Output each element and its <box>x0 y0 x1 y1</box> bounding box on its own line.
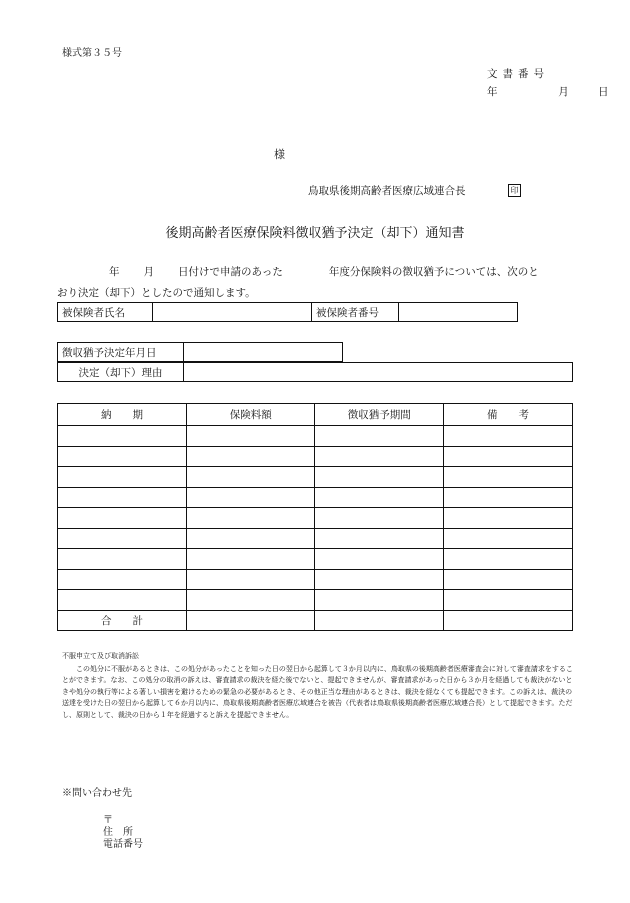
body-fiscal: 年度分保険料の徴収猶予については、次のと <box>328 266 539 278</box>
seal-mark: 印 <box>508 184 521 197</box>
cell[interactable] <box>186 610 315 631</box>
decision-date-table <box>57 342 343 362</box>
cell[interactable] <box>186 446 315 467</box>
cell[interactable] <box>315 610 444 631</box>
cell[interactable] <box>444 508 573 529</box>
postal-mark: 〒 <box>103 815 113 826</box>
cell[interactable] <box>58 549 187 570</box>
insured-name-label: 被保険者氏名 <box>58 303 153 322</box>
cell[interactable] <box>186 426 315 447</box>
cell[interactable] <box>58 590 187 611</box>
header-grace-period: 徴収猶予期間 <box>315 404 444 426</box>
table-row <box>58 549 573 570</box>
cell[interactable] <box>444 467 573 488</box>
header-premium-amount: 保険料額 <box>186 404 315 426</box>
total-label: 合 計 <box>58 610 187 631</box>
cell[interactable] <box>58 487 187 508</box>
cell[interactable] <box>58 426 187 447</box>
decision-date-label: 徴収猶予決定年月日 <box>58 343 184 362</box>
body-year: 年 <box>109 266 120 278</box>
total-row <box>58 610 573 631</box>
appeal-heading: 不服申立て及び取消訴訟 <box>62 652 139 660</box>
cell[interactable] <box>58 446 187 467</box>
cell[interactable] <box>186 487 315 508</box>
cell[interactable] <box>315 446 444 467</box>
cell[interactable] <box>444 610 573 631</box>
reason-table <box>57 362 573 382</box>
notice-body <box>57 264 577 300</box>
reason-label: 決定（却下）理由 <box>58 363 184 382</box>
insured-name-field[interactable] <box>153 303 312 322</box>
date-day: 日 <box>598 86 609 98</box>
cell[interactable] <box>186 549 315 570</box>
body-applied: 日付けで申請のあった <box>178 266 283 278</box>
insured-table <box>57 302 518 322</box>
cell[interactable] <box>58 569 187 590</box>
contact-details <box>103 815 143 851</box>
document-title: 後期高齢者医療保険料徴収猶予決定（却下）通知書 <box>165 226 465 241</box>
cell[interactable] <box>186 467 315 488</box>
cell[interactable] <box>315 549 444 570</box>
issuer-name: 鳥取県後期高齢者医療広域連合長 <box>308 185 466 197</box>
insured-number-field[interactable] <box>399 303 518 322</box>
doc-number-label: 文書番号 <box>487 68 549 80</box>
cell[interactable] <box>186 590 315 611</box>
cell[interactable] <box>315 508 444 529</box>
cell[interactable] <box>315 426 444 447</box>
cell[interactable] <box>444 549 573 570</box>
table-row <box>58 508 573 529</box>
reason-field[interactable] <box>184 363 573 382</box>
cell[interactable] <box>315 467 444 488</box>
schedule-table <box>57 403 573 631</box>
header-remarks: 備 考 <box>444 404 573 426</box>
address-label: 住 所 <box>103 827 133 838</box>
cell[interactable] <box>315 590 444 611</box>
table-row <box>58 487 573 508</box>
cell[interactable] <box>444 487 573 508</box>
phone-label: 電話番号 <box>103 839 143 850</box>
table-row <box>58 446 573 467</box>
body-month: 月 <box>143 266 154 278</box>
cell[interactable] <box>444 528 573 549</box>
cell[interactable] <box>444 569 573 590</box>
form-number: 様式第３５号 <box>62 48 122 59</box>
cell[interactable] <box>186 508 315 529</box>
table-row <box>58 467 573 488</box>
contact-heading: ※問い合わせ先 <box>62 788 132 799</box>
appeal-text: この処分に不服があるときは、この処分があったことを知った日の翌日から起算して３か月以内に、鳥取県の後期高齢者医療審査会に対して審査請求をすることができます。なお、この処分の取消の訴えは、審査請求の裁決を経た後でないと、提起できませんが、審査請求があった日から３か月を経過しても裁決がないときや処分の執行等による著しい損害を避けるための緊急の必要があるとき、その他正当な理由があるときは、裁決を経なくても提起できます。この訴えは、裁決の送達を受けた日の翌日から起算して６か月以内に、鳥取県後期高齢者医療広域連合を被告（代表者は鳥取県後期高齢者医療広域連合長）として提起できます。ただし、原則として、裁決の日から１年を経過すると訴えを提起できません。 <box>62 664 573 719</box>
cell[interactable] <box>58 508 187 529</box>
cell[interactable] <box>315 569 444 590</box>
appeal-notice <box>62 651 574 722</box>
header-due-date: 納 期 <box>58 404 187 426</box>
cell[interactable] <box>58 467 187 488</box>
cell[interactable] <box>444 426 573 447</box>
cell[interactable] <box>315 528 444 549</box>
cell[interactable] <box>444 446 573 467</box>
addressee-suffix: 様 <box>274 148 285 161</box>
date-month: 月 <box>558 86 569 98</box>
cell[interactable] <box>315 487 444 508</box>
cell[interactable] <box>58 528 187 549</box>
cell[interactable] <box>444 590 573 611</box>
table-row <box>58 426 573 447</box>
date-year: 年 <box>487 86 498 98</box>
issue-date <box>487 84 609 99</box>
table-row <box>58 590 573 611</box>
table-row <box>58 528 573 549</box>
cell[interactable] <box>186 528 315 549</box>
cell[interactable] <box>186 569 315 590</box>
table-row <box>58 569 573 590</box>
insured-number-label: 被保険者番号 <box>312 303 399 322</box>
decision-date-field[interactable] <box>184 343 343 362</box>
body-line2: おり決定（却下）としたので通知します。 <box>57 287 256 299</box>
